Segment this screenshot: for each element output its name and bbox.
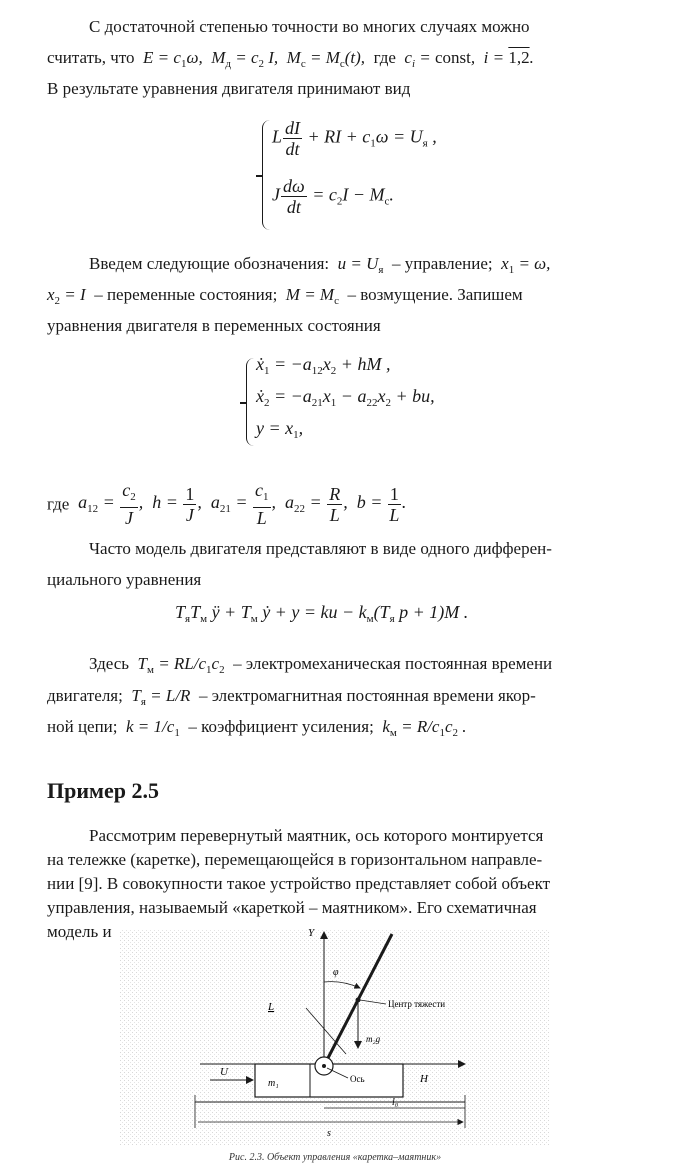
figure-background	[120, 930, 550, 1145]
para3-line2: циального уравнения	[47, 570, 202, 589]
equation-single: $T_яT_м$ ÿ + $T_м$ ẏ + y = ku − $k_м(T_я$ p + 1)M .	[175, 602, 469, 625]
gravity-label: m₂g	[366, 1034, 381, 1044]
pivot-dot	[322, 1064, 326, 1068]
para2-disturbance: – возмущение. Запишем	[347, 285, 523, 304]
force-label: U	[220, 1066, 228, 1078]
para2-intro: Введем следующие обозначения:	[89, 254, 330, 273]
para2-line3: уравнения двигателя в переменных состояния	[47, 316, 381, 335]
para1-line2-start: считать, что	[47, 48, 135, 67]
formula-x2: $x_2 = I$	[47, 285, 90, 307]
y-axis-label: Y	[308, 927, 315, 939]
para4-elm: – электромагнитная постоянная времени якор-	[198, 686, 536, 705]
para1-line1: С достаточной степенью точности во многих случаях можно	[89, 17, 530, 36]
equation-2b: ẋ$_2$ = $-a_{21}x_1 - a_{22}x_2$ + bu,	[256, 386, 435, 409]
formula-inline-1: $E = c_1\omega$, $M_д = c_2$ I, $M_c = M_c(t)$,	[138, 48, 370, 70]
l0-label: l₀	[392, 1097, 399, 1108]
para2-state: – переменные состояния;	[94, 285, 278, 304]
equation-2a: ẋ$_1$ = $-a_{12}x_2$ + hM ,	[256, 354, 391, 377]
formula-u: $u = U_я$	[333, 254, 384, 276]
length-label: L	[268, 1001, 275, 1013]
com-label: Центр тяжести	[388, 999, 446, 1009]
cart-pendulum-figure	[120, 920, 550, 1145]
example-heading: Пример 2.5	[47, 778, 160, 803]
s-label: s	[327, 1128, 331, 1139]
formula-tm: $T_м = RL/c_1c_2$	[133, 654, 225, 676]
para5-line3: нии [9]. В совокупности такое устройство представляет собой объект	[47, 874, 551, 893]
figure-caption: Рис. 2.3. Объект управления «каретка–маятник»	[228, 1152, 442, 1163]
formula-m: $M = M_c$	[281, 285, 339, 307]
para5-line1: Рассмотрим перевернутый маятник, ось которого монтируется	[89, 826, 544, 845]
para2-control: – управление;	[391, 254, 493, 273]
where-line	[47, 480, 406, 528]
para3-line1: Часто модель двигателя представляют в виде одного дифферен-	[89, 539, 552, 558]
para5-line2: на тележке (каретке), перемещающейся в горизонтальном направле-	[47, 850, 543, 869]
para4-here: Здесь	[89, 654, 130, 673]
formula-inline-2: $c_i$ = const, i = 1,2.	[400, 48, 534, 70]
para5-line4: управления, называемый «кареткой – маятником». Его схематичная	[47, 898, 537, 917]
para1-line2-where: где	[373, 48, 396, 67]
equation-2c: $y = x_1$,	[256, 418, 304, 441]
mass-label: m₁	[268, 1078, 279, 1089]
equation-1b: J $\frac{d\omega}{dt}$ = $c_2I - M_c$.	[272, 176, 394, 217]
center-of-mass	[356, 998, 361, 1003]
para4-circuit: ной цепи;	[47, 717, 118, 736]
para4-em: – электромеханическая постоянная времени	[233, 654, 553, 673]
formula-x1: $x_1 = \omega$,	[496, 254, 551, 276]
brace-system-1	[262, 120, 270, 230]
coefficients-formula: $a_{12}$ = $\frac{c_2}{J}$ , h = $\frac{1}{J}$ , $a_{21}$ = $\frac{c_1}{L}$ , $a_{22}$ = $\frac{R}{L}$ , b = $\frac{1}{L}$ .	[73, 480, 407, 528]
where-label: где	[47, 494, 70, 514]
equation-1a: L $\frac{dI}{dt}$ + RI + $c_1\omega = U_я$ ,	[272, 118, 437, 159]
para4-gain: – коэффициент усиления;	[188, 717, 374, 736]
formula-k: $k = 1/c_1$	[121, 717, 180, 739]
formula-km: $k_м = R/c_1c_2$ .	[378, 717, 467, 739]
phi-label: φ	[333, 967, 339, 978]
para5-line5: модель и	[47, 922, 112, 941]
formula-ty: $T_я = L/R$	[127, 686, 195, 708]
para1-line3: В результате уравнения двигателя принимают вид	[47, 79, 411, 98]
para4-engine: двигателя;	[47, 686, 123, 705]
axis-label: Ось	[350, 1074, 365, 1084]
brace-system-2	[246, 358, 254, 446]
h-axis-label: H	[420, 1073, 428, 1085]
para4-line3	[47, 711, 467, 749]
